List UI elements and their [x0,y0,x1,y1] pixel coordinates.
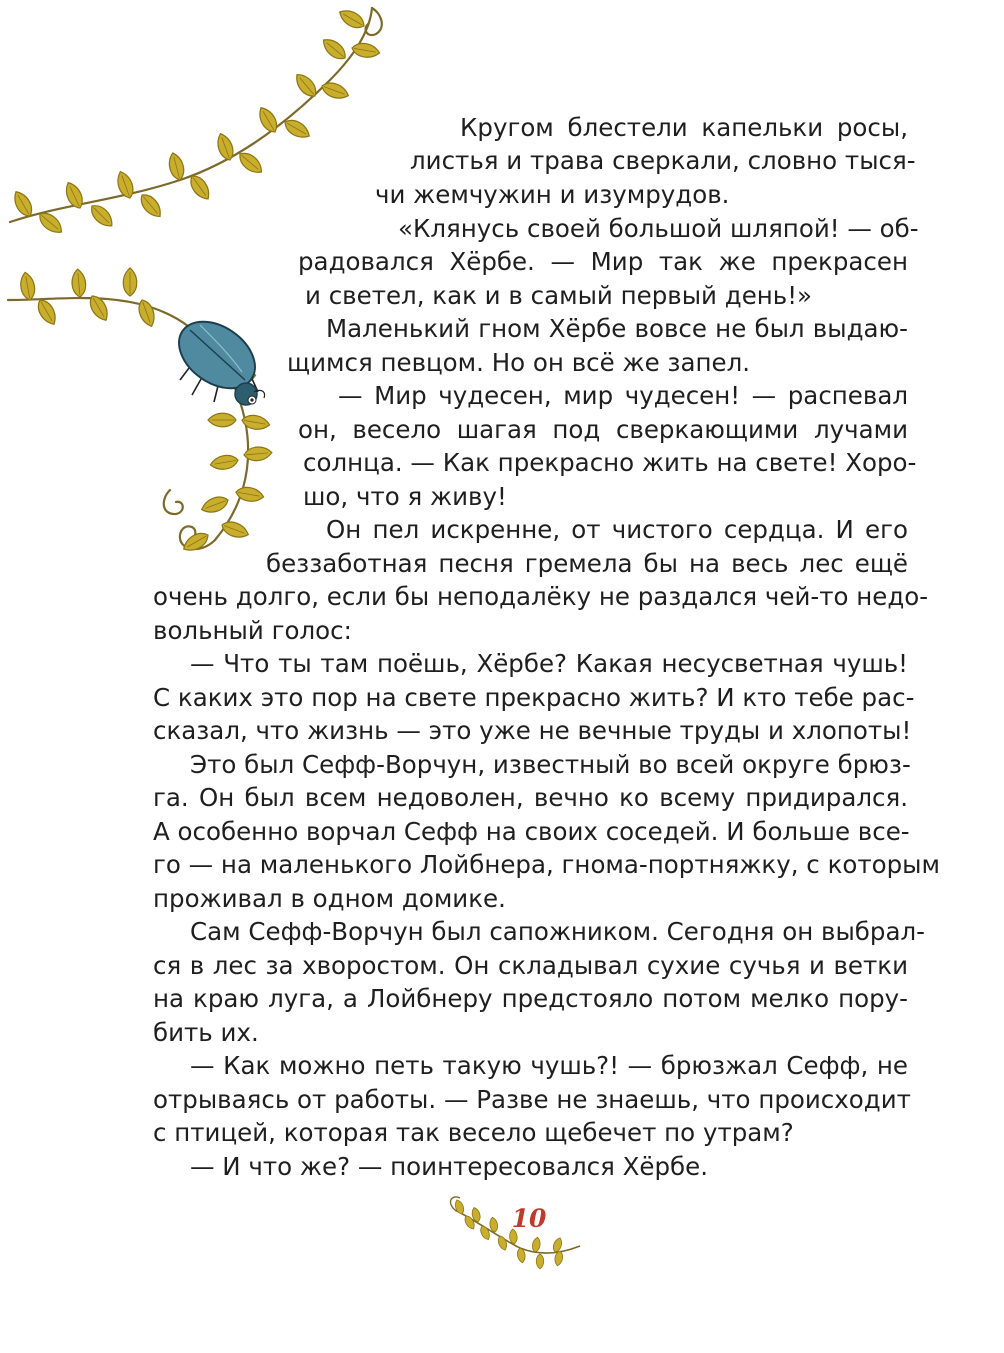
text-line: — Как можно петь такую чушь?! — брюзжал Сефф, не [190,1051,908,1080]
text-line: солнца. — Как прекрасно жить на свете! Хоро- [303,448,917,477]
text-line: — Что ты там поёшь, Хёрбе? Какая несусветная чушь! [190,649,908,678]
text-line: С каких это пор на свете прекрасно жить? И кто тебе рас- [153,683,915,712]
text-line: га. Он был всем недоволен, вечно ко всему придирался. [153,783,908,812]
text-line: отрываясь от работы. — Разве не знаешь, что происходит [153,1085,911,1114]
text-line: чи жемчужин и изумрудов. [375,180,730,209]
text-line: Он пел искренне, от чистого сердца. И его [326,515,908,544]
text-line: сказал, что жизнь — это уже не вечные труды и хлопоты! [153,716,912,745]
page-ornament [440,1188,590,1278]
text-line: проживал в одном домике. [153,884,506,913]
text-line: ся в лес за хворостом. Он складывал сухие сучья и ветки [153,951,908,980]
text-line: — И что же? — поинтересовался Хёрбе. [190,1152,709,1181]
text-line: А особенно ворчал Сефф на своих соседей. И больше все- [153,817,910,846]
text-line: щимся певцом. Но он всё же запел. [287,348,751,377]
text-line: Кругом блестели капельки росы, [460,113,908,142]
page-number: 10 [511,1204,547,1233]
text-line: го — на маленького Лойбнера, гнома-портняжку, с которым [153,850,940,879]
text-line: вольный голос: [153,616,352,645]
text-line: очень долго, если бы неподалёку не раздался чей-то недо- [153,582,929,611]
text-line: шо, что я живу! [303,482,507,511]
text-line: бить их. [153,1018,259,1047]
text-line: он, весело шагая под сверкающими лучами [298,415,908,444]
text-line: Маленький гном Хёрбе вовсе не был выдаю- [326,314,908,343]
text-line: Сам Сефф-Ворчун был сапожником. Сегодня он выбрал- [190,917,925,946]
text-line: радовался Хёрбе. — Мир так же прекрасен [298,247,908,276]
text-line: листья и трава сверкали, словно тыся- [410,146,916,175]
text-line: и светел, как и в самый первый день!» [305,281,813,310]
text-line: Это был Сефф-Ворчун, известный во всей округе брюз- [190,750,911,779]
text-line: «Клянусь своей большой шляпой! — об- [398,214,919,243]
text-line: — Мир чудесен, мир чудесен! — распевал [338,381,908,410]
text-line: на краю луга, а Лойбнеру предстояло потом мелко пору- [153,984,908,1013]
text-line: беззаботная песня гремела бы на весь лес ещё [266,549,908,578]
text-line: с птицей, которая так весело щебечет по утрам? [153,1118,794,1147]
